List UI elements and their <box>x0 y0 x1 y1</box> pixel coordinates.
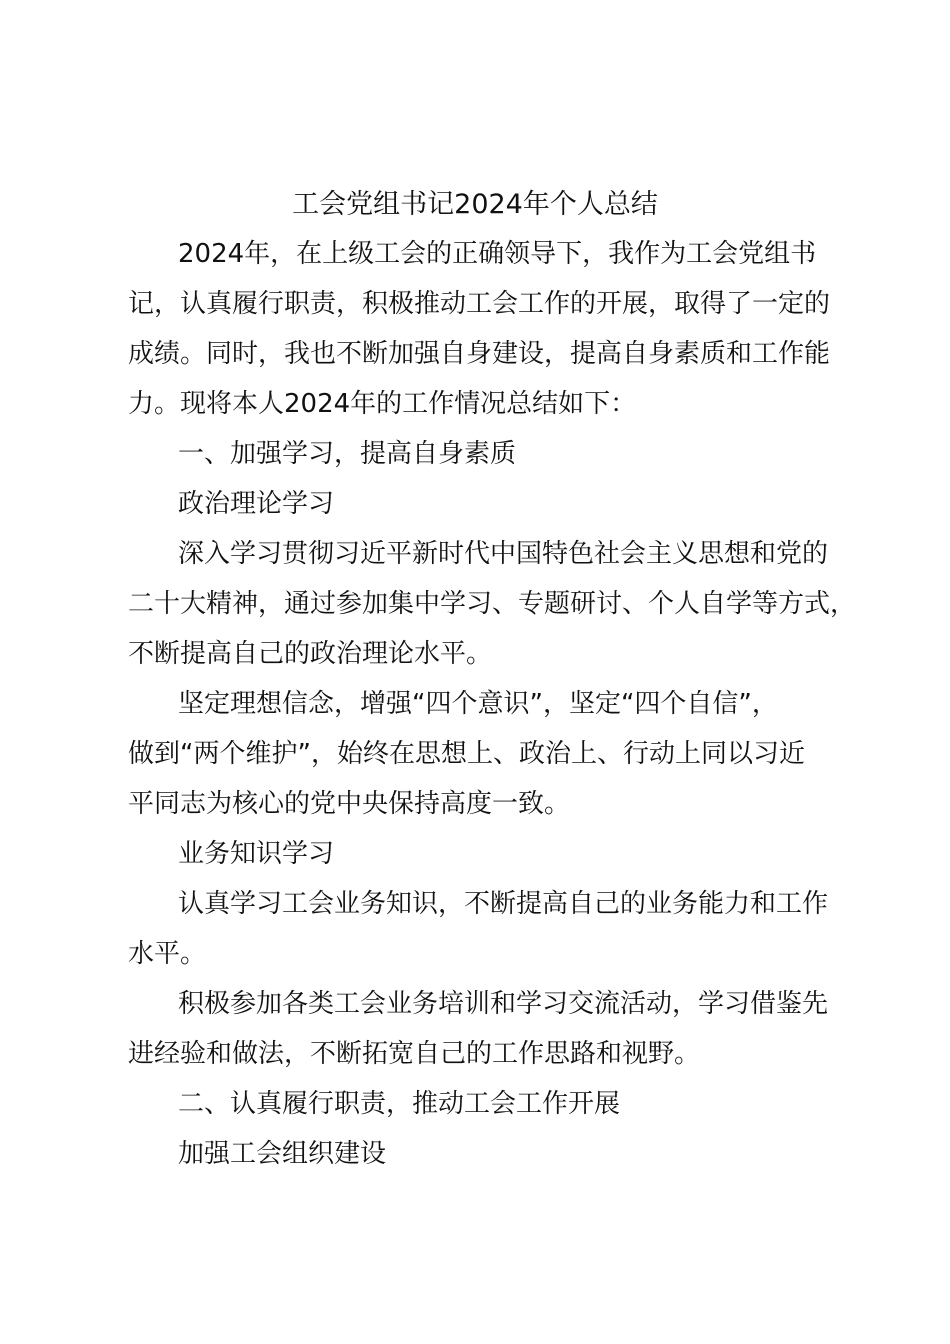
subsection-heading: 政治理论学习 <box>178 489 335 519</box>
paragraph-line: 深入学习贯彻习近平新时代中国特色社会主义思想和党的 <box>178 539 829 569</box>
section-heading: 一、加强学习，提高自身素质 <box>178 439 517 469</box>
paragraph-line: 2024年，在上级工会的正确领导下，我作为工会党组书 <box>178 239 817 269</box>
paragraph-line: 成绩。同时，我也不断加强自身建设，提高自身素质和工作能 <box>128 339 831 369</box>
paragraph-line: 水平。 <box>128 939 207 969</box>
paragraph-line: 坚定理想信念，增强“四个意识”，坚定“四个自信”， <box>178 689 778 719</box>
paragraph-line: 平同志为核心的党中央保持高度一致。 <box>128 789 571 819</box>
paragraph-line: 做到“两个维护”，始终在思想上、政治上、行动上同以习近 <box>128 739 805 769</box>
subsection-heading: 加强工会组织建设 <box>178 1139 387 1169</box>
paragraph-line: 进经验和做法，不断拓宽自己的工作思路和视野。 <box>128 1039 701 1069</box>
paragraph-line: 记，认真履行职责，积极推动工会工作的开展，取得了一定的 <box>128 289 831 319</box>
paragraph-line: 积极参加各类工会业务培训和学习交流活动，学习借鉴先 <box>178 989 829 1019</box>
document-title: 工会党组书记2024年个人总结 <box>292 189 658 220</box>
paragraph-line: 认真学习工会业务知识，不断提高自己的业务能力和工作 <box>178 889 829 919</box>
paragraph-line: 不断提高自己的政治理论水平。 <box>128 639 493 669</box>
paragraph-line: 力。现将本人2024年的工作情况总结如下： <box>128 389 637 419</box>
paragraph-line: 二十大精神，通过参加集中学习、专题研讨、个人自学等方式， <box>128 589 857 619</box>
section-heading: 二、认真履行职责，推动工会工作开展 <box>178 1089 621 1119</box>
subsection-heading: 业务知识学习 <box>178 839 335 869</box>
